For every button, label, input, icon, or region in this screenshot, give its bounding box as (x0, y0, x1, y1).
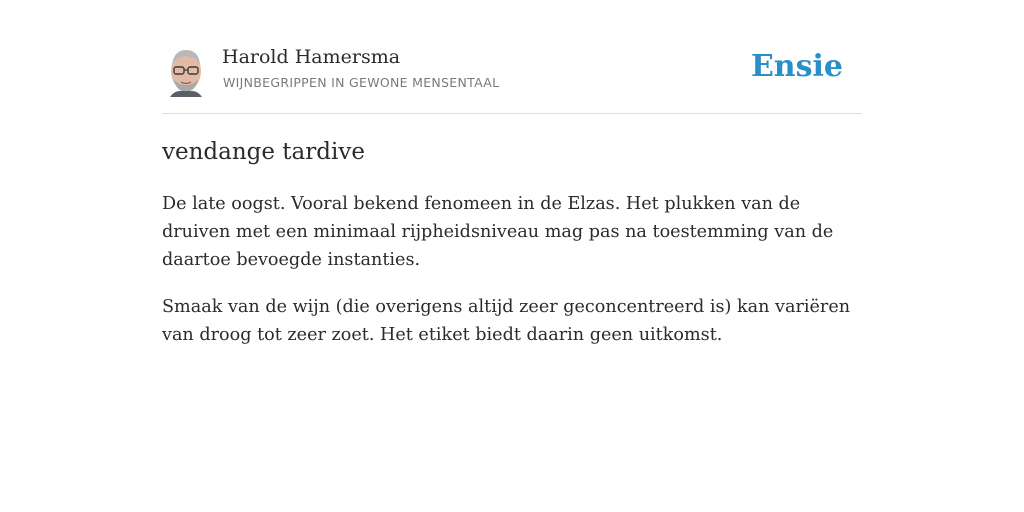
author-name[interactable]: Harold Hamersma (222, 46, 401, 68)
entry-term: vendange tardive (162, 139, 365, 165)
page-content (162, 0, 862, 345)
definition-paragraph: Smaak van de wijn (die overigens altijd zeer geconcentreerd is) kan variëren van droog tot zeer zoet. Het etiket biedt daarin geen uitkomst. (162, 297, 851, 345)
brand-logo[interactable]: Ensie (750, 49, 843, 84)
definition-paragraph: De late oogst. Vooral bekend fenomeen in de Elzas. Het plukken van de druiven met een minimaal rijpheidsniveau mag pas na toestemming van de daartoe bevoegde instanties. (162, 194, 834, 270)
author-avatar[interactable] (166, 45, 206, 97)
author-header (162, 0, 862, 114)
entry-definition (162, 190, 862, 368)
author-tagline: WIJNBEGRIPPEN IN GEWONE MENSENTAAL (223, 75, 500, 90)
